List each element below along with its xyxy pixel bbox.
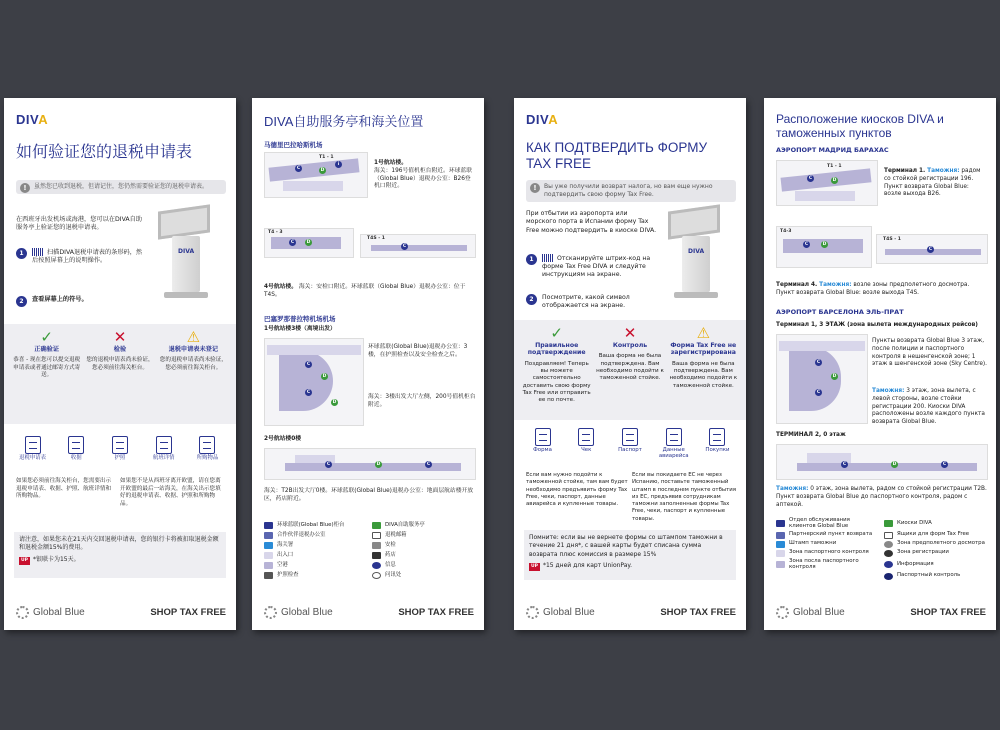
docs-text-left: 如果您必须前往海关柜台，您需要出示退税申请表、收据、护照、航班详情和所购物品。 <box>16 478 112 500</box>
status-control: ✕ Контроль Ваша форма не была подтверждена. Вам необходимо подойти к таможенной стойке. <box>596 324 664 382</box>
step-2: 2 查看屏幕上的符号。 <box>16 296 146 304</box>
airport-madrid: 马德里巴拉哈斯机场 <box>264 141 323 149</box>
warning-icon: ⚠ <box>186 328 201 346</box>
warning-icon: ⚠ <box>696 324 711 342</box>
status-unregistered: ⚠ Форма Tax Free не зарегистрирована Ваша форма не была подтверждена. Вам необходимо подойти к таможенной стойке. <box>669 324 738 389</box>
barcode-icon <box>32 248 44 256</box>
panel-title: DIVA自助服务亭和海关位置 <box>264 114 424 129</box>
step-1: 1 Отсканируйте штрих-код на форме Tax Free DIVA и следуйте инструкциям на экране. <box>526 254 656 279</box>
passport-icon <box>112 436 128 454</box>
barcelona-t1-label: Терминал 1, 3 ЭТАЖ (зона вылета международных рейсов) <box>776 322 978 328</box>
flight-details-icon <box>666 428 682 446</box>
panel-title: КАК ПОДТВЕРДИТЬ ФОРМУ TAX FREE <box>526 140 708 171</box>
status-check: ✕ 检验 您的退税申请表尚未验证，您必须前往海关柜台。 <box>86 328 154 371</box>
barcelona-t2-label: ТЕРМИНАЛ 2, 0 этаж <box>776 432 846 438</box>
map-madrid-t4s: C T4S - 1 <box>360 234 476 258</box>
kiosk-illustration: DIVA <box>660 208 732 300</box>
form-icon <box>535 428 551 446</box>
documents-row: Форма Чек Паспорт Данные авиарейса Покупки <box>522 428 738 460</box>
panel-title: Расположение киосков DIVA и таможенных пунктов <box>776 112 944 141</box>
reminder-box: 请注意，如果您未在21天内交回退税申请表，您的银行卡将被扣取退税金额和退税金额15%的费用。 UP *银联卡为15天。 <box>14 532 226 578</box>
shopping-bag-icon <box>709 428 725 446</box>
cross-icon: ✕ <box>623 324 637 342</box>
map-barcelona-t1: C D C <box>776 334 868 424</box>
diva-logo: DIVA <box>526 112 559 127</box>
guide-panel-russian-verify <box>514 98 746 630</box>
map-legend: Отдел обслуживания клиентов Global Blue Киоски DIVA Партнерский пункт возврата Ящики для форм Tax Free Штамп таможни Зона предполетного досмотра Зона паспортного контроля Зона регистрации Зона посла паспортного контроля Информация Паспортный контроль <box>776 518 986 580</box>
flight-details-icon <box>156 436 172 454</box>
barcelona-t1-text2: 海关：3楼出发大厅左侧，200号值机柜台附近。 <box>368 394 476 408</box>
global-blue-logo-icon <box>526 606 539 619</box>
docs-text-right: 如果您不是从西班牙离开欧盟，请在您离开欧盟的最后一站海关，在海关出示您填好的退税申请表、收据、护照和所购物品。 <box>120 478 221 507</box>
airport-madrid: АЭРОПОРТ МАДРИД БАРАХАС <box>776 146 889 154</box>
map-madrid-t1: C D T1 - 1 <box>776 160 878 206</box>
guide-panel-chinese-locations <box>252 98 484 630</box>
shopping-bag-icon <box>199 436 215 454</box>
footer: Global Blue SHOP TAX FREE <box>264 604 474 620</box>
footer: Global Blue SHOP TAX FREE <box>16 604 226 620</box>
global-blue-logo-icon <box>264 606 277 619</box>
unionpay-icon: UP <box>529 563 540 571</box>
documents-row: 退税申请表 收据 护照 航班详情 所购物品 <box>12 436 228 462</box>
map-madrid-t4s: C T4S - 1 <box>876 234 988 264</box>
panel-title: 如何验证您的退税申请表 <box>16 144 193 161</box>
guide-panel-chinese-verify <box>4 98 236 630</box>
step-2: 2 Посмотрите, какой символ отображается на экране. <box>526 294 656 310</box>
airport-barcelona: 巴塞罗那普拉特机场机场 <box>264 315 336 323</box>
barcelona-t2-text: 海关：T2B出发大厅0楼。环球蓝联(Global Blue)退税办公室：地面层航站楼开放区，药店附近。 <box>264 488 474 502</box>
intro-text: При отбытии из аэропорта или морского порта в Испании форму Tax Free можно подтвердить в киоске DIVA. <box>526 210 657 234</box>
barcelona-t2-text: Таможня: 0 этаж, зона вылета, радом со стойкой регистрации T2B. Пункт возврата Global Blue до паспортного контроля, радом с аптекой. <box>776 486 987 508</box>
map-madrid-t4: C D T4 - 3 <box>264 228 354 258</box>
form-icon <box>25 436 41 454</box>
madrid-t1-text: 1号航站楼。 海关：196号值机柜台附近。环球蓝联（Global Blue）退税办公室：B26登机口附近。 <box>374 160 473 190</box>
status-unregistered: ⚠ 退税申请表未登记 您的退税申请表尚未验证，您必须前往海关柜台。 <box>159 328 227 371</box>
footer: Global Blue SHOP TAX FREE <box>526 604 736 620</box>
status-correct: ✓ Правильное подтверждение Поздравляем! Теперь вы можете самостоятельно доставить свою форму Tax Free или отправить ее по почте. <box>522 324 591 404</box>
madrid-t4-text: 4号航站楼。 海关：安检口附近。环球蓝联（Global Blue）退税办公室：位于T4S。 <box>264 284 466 298</box>
global-blue-logo-icon <box>776 606 789 619</box>
reminder-box: Помните: если вы не вернете формы со штампом таможни в течение 21 дня*, с вашей карты будет списана сумма возврата плюс комиссия в размере 15% UP *15 дней для карт UnionPay. <box>524 530 736 580</box>
map-madrid-t1: C D i T1 - 1 <box>264 152 368 198</box>
status-row <box>514 320 746 420</box>
barcode-icon <box>542 254 554 262</box>
airport-barcelona: АЭРОПОРТ БАРСЕЛОНА ЭЛЬ-ПРАТ <box>776 308 904 316</box>
passport-icon <box>622 428 638 446</box>
checkmark-icon: ✓ <box>40 328 53 346</box>
info-note: ! Вы уже получили возврат налога, но вам еще нужно подтвердить свою форму Tax Free. <box>526 180 736 202</box>
barcelona-t1-text1: Пункты возврата Global Blue 3 этаж, после полиции и паспортного контроля в нешенгенской зоне; 1 этаж в шенгенской зоне (Sky Centre). <box>872 338 988 368</box>
barcelona-t1-label: 1号航站楼3楼（离境出发） <box>264 326 336 332</box>
checkmark-icon: ✓ <box>550 324 563 342</box>
guide-panel-russian-locations <box>764 98 996 630</box>
madrid-t4-text: Терминал 4. Таможня: возле зоны предполетного досмотра. Пункт возврата Global Blue: возле выхода T4S. <box>776 282 970 296</box>
unionpay-icon: UP <box>19 557 30 565</box>
status-correct: ✓ 正确验证 恭喜 - 现在您可以提交退税申请表或者通过邮寄方式寄送。 <box>13 328 81 378</box>
madrid-t1-text: Терминал 1. Таможня: радом со стойкой регистрации 196. Пункт возврата Global Blue: возле выхода B26. <box>884 168 981 198</box>
info-note: ! 虽然您已收到退税，但请记住，您仍然需要验证您的退税申请表。 <box>16 180 226 194</box>
diva-logo: DIVA <box>16 112 49 127</box>
barcelona-t1-text1: 环球蓝联(Global Blue)退税办公室：3楼，在护照检查以及安全检查之后。 <box>368 344 468 358</box>
map-legend: 环球蓝联(Global Blue)柜台 DIVA自助服务亭 合作伙伴退税办公室 退税邮箱 海关署 安检 出入口 药店 空港 信息 护照检查 问讯处 <box>264 522 474 579</box>
receipt-icon <box>68 436 84 454</box>
footer: Global Blue SHOP TAX FREE <box>776 604 986 620</box>
map-madrid-t4: C D T4-3 <box>776 226 872 268</box>
status-row <box>4 324 236 424</box>
step-1: 1 扫描DIVA退税申请表的条形码，然后按照屏幕上的说明操作。 <box>16 248 146 265</box>
barcelona-t1-text2: Таможня: 3 этаж, зона вылета, с левой стороны, возле стойки регистрации 200. Киоски DIVA расположены возле каждого пункта возврата Global Blue. <box>872 388 985 426</box>
barcelona-t2-label: 2号航站楼0楼 <box>264 436 302 442</box>
intro-text: 在西班牙出发机场或海港，您可以在DIVA自助服务亭上验证您的退税申请表。 <box>16 216 143 232</box>
kiosk-illustration: DIVA <box>150 208 222 300</box>
map-barcelona-t2: C D C <box>264 448 476 480</box>
docs-text-right: Если вы покидаете ЕС не через Испанию, поставьте таможенный штамп в последнем пункте отбытия из ЕС, предъявив сотрудникам таможни заполненные формы Tax Free, чеки, паспорт и купленные товары. <box>632 472 737 522</box>
global-blue-logo-icon <box>16 606 29 619</box>
map-barcelona-t1: C D C D <box>264 338 364 426</box>
cross-icon: ✕ <box>113 328 127 346</box>
receipt-icon <box>578 428 594 446</box>
map-barcelona-t2: C D C <box>776 444 988 480</box>
docs-text-left: Если вам нужно подойти к таможенной стойке, там вам будет необходимо предъявить форму Tax Free, чеки, паспорт, данные авиарейса и купленные товары. <box>526 472 628 508</box>
